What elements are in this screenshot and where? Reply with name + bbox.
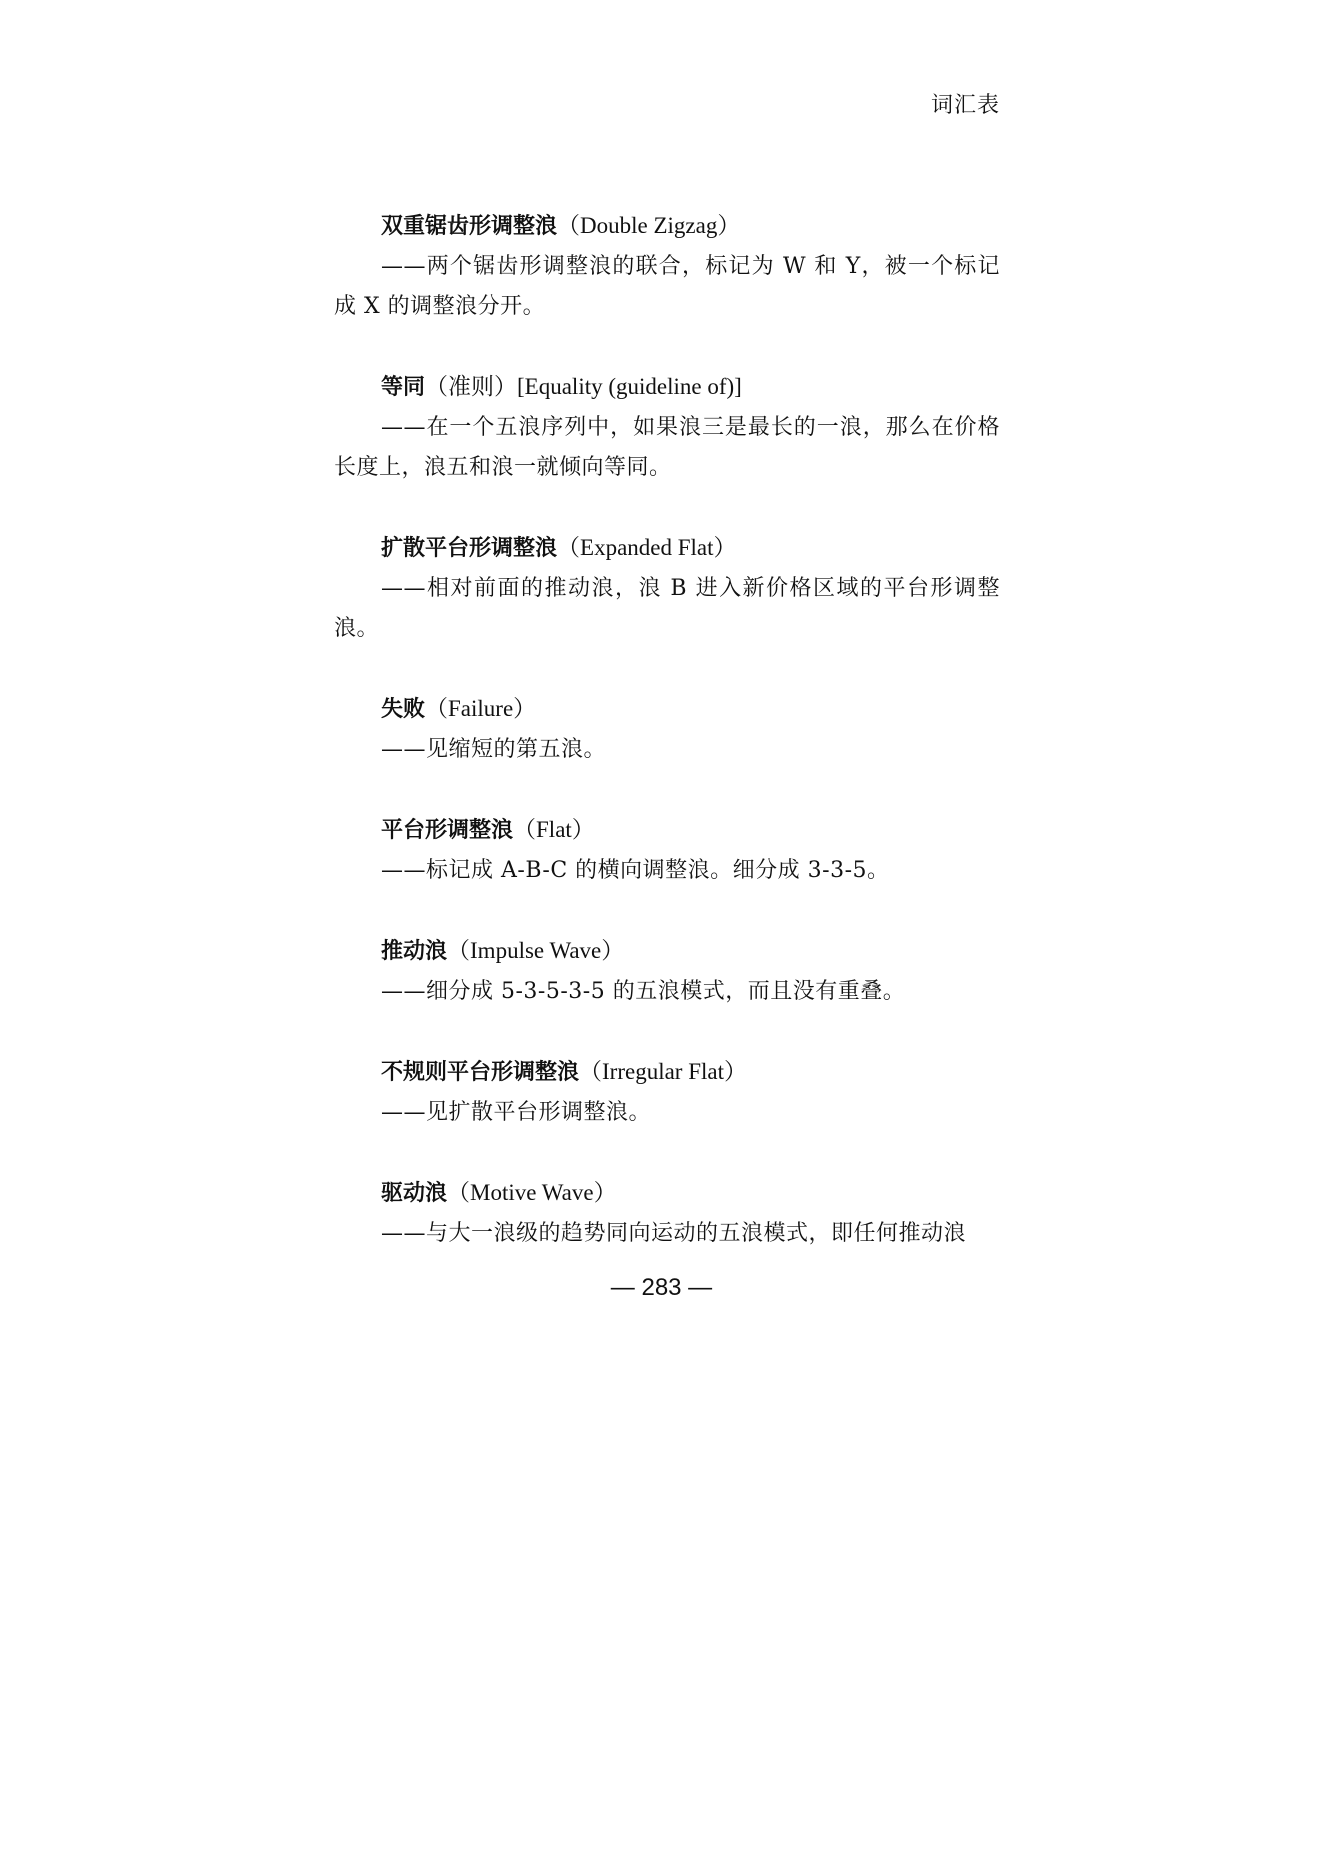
- term-english: （Expanded Flat）: [557, 535, 737, 560]
- term-chinese: 推动浪: [381, 939, 448, 964]
- term-definition: ——标记成 A-B-C 的横向调整浪。细分成 3-3-5。: [381, 858, 890, 883]
- term-chinese: 驱动浪: [381, 1181, 448, 1206]
- term-chinese: 不规则平台形调整浪: [381, 1060, 580, 1085]
- term-line: [334, 931, 1000, 972]
- term-english: （Double Zigzag）: [557, 213, 741, 238]
- running-header: 词汇表: [930, 93, 1000, 118]
- glossary-entry: [334, 931, 1000, 1012]
- term-english: （Irregular Flat）: [579, 1059, 747, 1084]
- term-english: （Motive Wave）: [447, 1180, 617, 1205]
- glossary-entry: [334, 1052, 1000, 1133]
- term-english: （Failure）: [425, 696, 537, 721]
- glossary-entry: [334, 810, 1000, 891]
- term-english: （Impulse Wave）: [447, 938, 625, 963]
- glossary-entry: [334, 206, 1000, 327]
- term-chinese: 失败: [381, 697, 426, 722]
- term-chinese: 等同: [381, 375, 426, 400]
- term-chinese: 双重锯齿形调整浪: [381, 214, 558, 239]
- term-definition: ——见缩短的第五浪。: [381, 737, 607, 762]
- term-line: [334, 1052, 1000, 1093]
- term-english: （准则）[Equality (guideline of)]: [425, 374, 742, 399]
- term-line: [334, 528, 1000, 569]
- glossary-entry: [334, 689, 1000, 770]
- term-chinese: 扩散平台形调整浪: [381, 536, 558, 561]
- term-definition: ——两个锯齿形调整浪的联合，标记为 W 和 Y，被一个标记成 X 的调整浪分开。: [334, 254, 1000, 319]
- term-definition: ——细分成 5-3-5-3-5 的五浪模式，而且没有重叠。: [381, 979, 906, 1004]
- term-definition: ——相对前面的推动浪，浪 B 进入新价格区域的平台形调整浪。: [334, 576, 1000, 641]
- term-line: [334, 689, 1000, 730]
- term-english: （Flat）: [513, 817, 595, 842]
- term-definition: ——在一个五浪序列中，如果浪三是最长的一浪，那么在价格长度上，浪五和浪一就倾向等同。: [334, 415, 1000, 480]
- glossary-entries: [334, 206, 1000, 1294]
- term-line: [334, 1173, 1000, 1214]
- glossary-entry: [334, 528, 1000, 649]
- term-definition: ——与大一浪级的趋势同向运动的五浪模式，即任何推动浪: [381, 1221, 967, 1246]
- term-line: [334, 206, 1000, 247]
- term-line: [334, 367, 1000, 408]
- term-line: [334, 810, 1000, 851]
- term-chinese: 平台形调整浪: [381, 818, 514, 843]
- glossary-entry: [334, 367, 1000, 488]
- glossary-entry: [334, 1173, 1000, 1254]
- term-definition: ——见扩散平台形调整浪。: [381, 1100, 652, 1125]
- page-number: — 283 —: [610, 1274, 713, 1301]
